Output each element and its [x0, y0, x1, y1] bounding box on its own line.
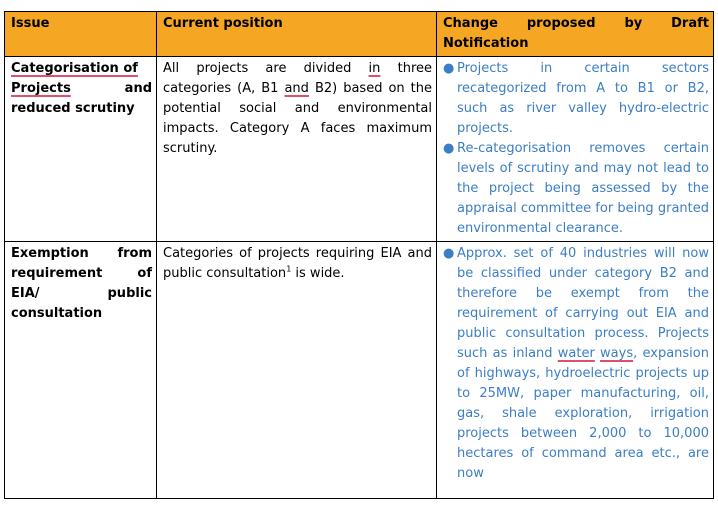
bullet-icon: ●	[443, 141, 455, 156]
current-text: B2) based on the potential social and environmental impacts. Category A faces maximum scrutiny.	[163, 81, 433, 156]
header-row	[5, 12, 714, 57]
change-text-underlined: water	[557, 346, 595, 361]
change-text: Approx. set of 40 industries will now be classified under category B2 and therefore be exempt from the requirement of carrying out EIA and public consultation process. Projects such as inland	[457, 246, 709, 361]
current-text: three categories (A, B1	[163, 61, 433, 96]
change-list	[443, 59, 709, 239]
list-item	[443, 244, 709, 484]
comparison-table	[4, 11, 714, 499]
current-text: All projects are divided	[163, 61, 369, 76]
issue-text-underlined-2: Projects	[11, 81, 71, 96]
table-row	[5, 242, 714, 499]
current-text-underlined: in	[368, 61, 381, 76]
header-current-position: Current position	[157, 12, 437, 57]
change-text: , expansion of highways, hydroelectric projects up to 25MW, paper manufacturing, oil, gas, shale exploration, irrigation projects between 2,000 to 10,000 hectares of command area etc., are now	[457, 346, 709, 481]
change-text: Projects in certain sectors recategorized from A to B1 or B2, such as river valley hydro-electric projects.	[457, 61, 709, 136]
change-text-underlined: ways	[600, 346, 634, 361]
change-cell	[437, 57, 714, 242]
current-position-cell	[157, 242, 437, 499]
list-item	[443, 59, 709, 139]
comparison-table-wrapper	[4, 11, 713, 499]
list-item	[443, 139, 709, 239]
change-list	[443, 244, 709, 484]
footnote-marker: 1	[286, 264, 292, 274]
change-cell	[437, 242, 714, 499]
table-row	[5, 57, 714, 242]
change-text: Re-categorisation removes certain levels of scrutiny and may not lead to the project being assessed by the appraisal committee for being granted environmental clearance.	[457, 141, 709, 236]
current-text-underlined: and	[284, 81, 309, 96]
current-text: is wide.	[291, 266, 345, 281]
issue-cell	[5, 57, 157, 242]
issue-cell: Exemption from requirement of EIA/ public consultation	[5, 242, 157, 499]
change-cell-crop	[443, 244, 709, 496]
bullet-icon: ●	[443, 246, 455, 261]
current-text: Categories of projects requiring EIA and public consultation	[163, 246, 432, 281]
issue-text-underlined: Categorisation of	[11, 61, 138, 76]
header-change-proposed: Change proposed by Draft Notification	[437, 12, 714, 57]
current-position-cell	[157, 57, 437, 242]
bullet-icon: ●	[443, 61, 455, 76]
issue-text: and reduced scrutiny	[11, 81, 152, 116]
header-issue: Issue	[5, 12, 157, 57]
